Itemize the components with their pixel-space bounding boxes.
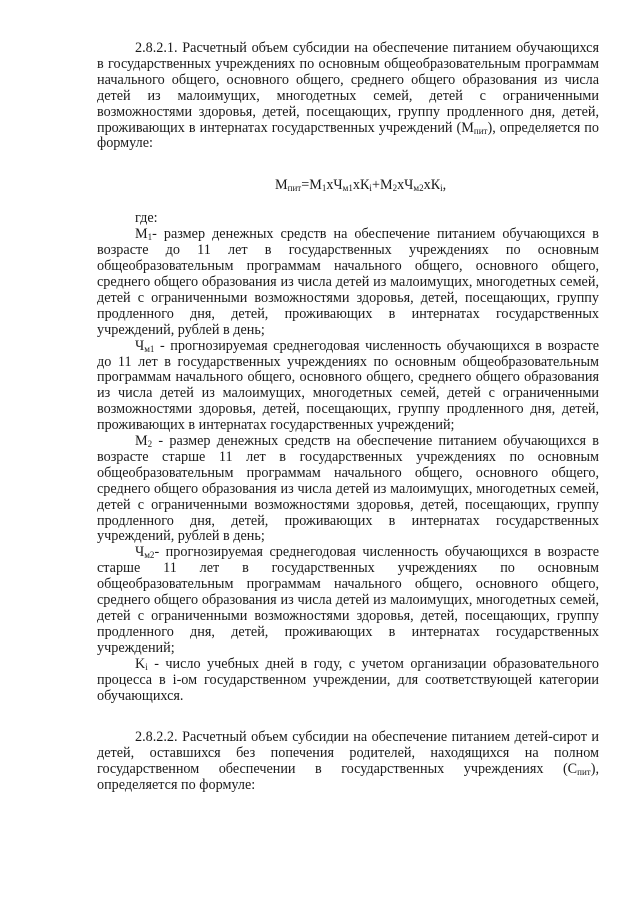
definition-ch-m1: $Ч_{м1}$ - прогнозируемая среднегодовая численность обучающихся в возрасте до 11 лет в государственных учреждениях по основным общеобразовательным программам начального общего, основного общего, среднего общего образования из числа детей из малоимущих, многодетных семей, детей с ограниченными возможностями здоровья, детей, посещающих, группу продленного дня, детей, проживающих в интернатах государственных учреждений;	[97, 337, 599, 434]
intro-text: 2.8.2.1. Расчетный объем субсидии на обеспечение питанием обучающихся в государственных учреждениях по основным общеобразовательным программам начального общего, основного общего, среднего общего образования из числа детей из малоимущих, многодетных семей, детей с ограниченными возможностями здоровья, детей, посещающих, группу продленного дня, детей, проживающих в интернатах государственных учреждений (М	[97, 40, 599, 136]
definition-ch-m2: $Ч_{м2}-$ прогнозируемая среднегодовая численность обучающихся в возрасте старше 11 лет в государственных учреждениях по основным общеобразовательным программам начального общего, основного общего, среднего общего образования из числа детей из малоимущих, многодетных семей, детей с ограниченными возможностями здоровья, детей, посещающих, группу продленного дня, детей, проживающих в интернатах государственных учреждений;	[97, 544, 599, 656]
section-2-8-2-2-intro: 2.8.2.2. Расчетный объем субсидии на обеспечение питанием детей-сирот и детей, оставшихся без попечения родителей, находящихся на полном государственном обеспечении в государственных учреждениях $(С_{пит})$, определяется по формуле:	[97, 729, 599, 794]
definition-m1: $М_1-$ размер денежных средств на обеспечение питанием обучающихся в возрасте до 11 лет в государственных учреждениях по основным общеобразовательным программам начального общего, основного общего, среднего общего образования из числа детей из малоимущих, многодетных семей, детей с ограниченными возможностями здоровья, детей, посещающих, группу продленного дня, детей, проживающих в интернатах государственных учреждений, рублей в день;	[97, 226, 599, 338]
intro-subscript: пит	[473, 125, 488, 136]
formula-m-pit: $М_{пит}=М_1хЧ_{м1}хК_i+М_2хЧ_{м2}хК_i$,	[275, 177, 447, 194]
definition-m2: $М_2$ - размер денежных средств на обеспечение питанием обучающихся в возрасте старше 11 лет в государственных учреждениях по основным общеобразовательным программам начального общего, основного общего, среднего общего образования из числа детей из малоимущих, многодетных семей, детей с ограниченными возможностями здоровья, детей, посещающих, группу продленного дня, детей, проживающих в интернатах государственных учреждений, рублей в день;	[97, 433, 599, 545]
definition-ki: $K_i$ - число учебных дней в году, с учетом организации образовательного процесса в i-ом государственном учреждении, для соответствующей категории обучающихся.	[97, 655, 599, 704]
section-2-8-2-1-intro	[97, 41, 599, 152]
where-label: где:	[135, 210, 158, 227]
intro-text-end: ), определяется по формуле:	[97, 119, 599, 152]
